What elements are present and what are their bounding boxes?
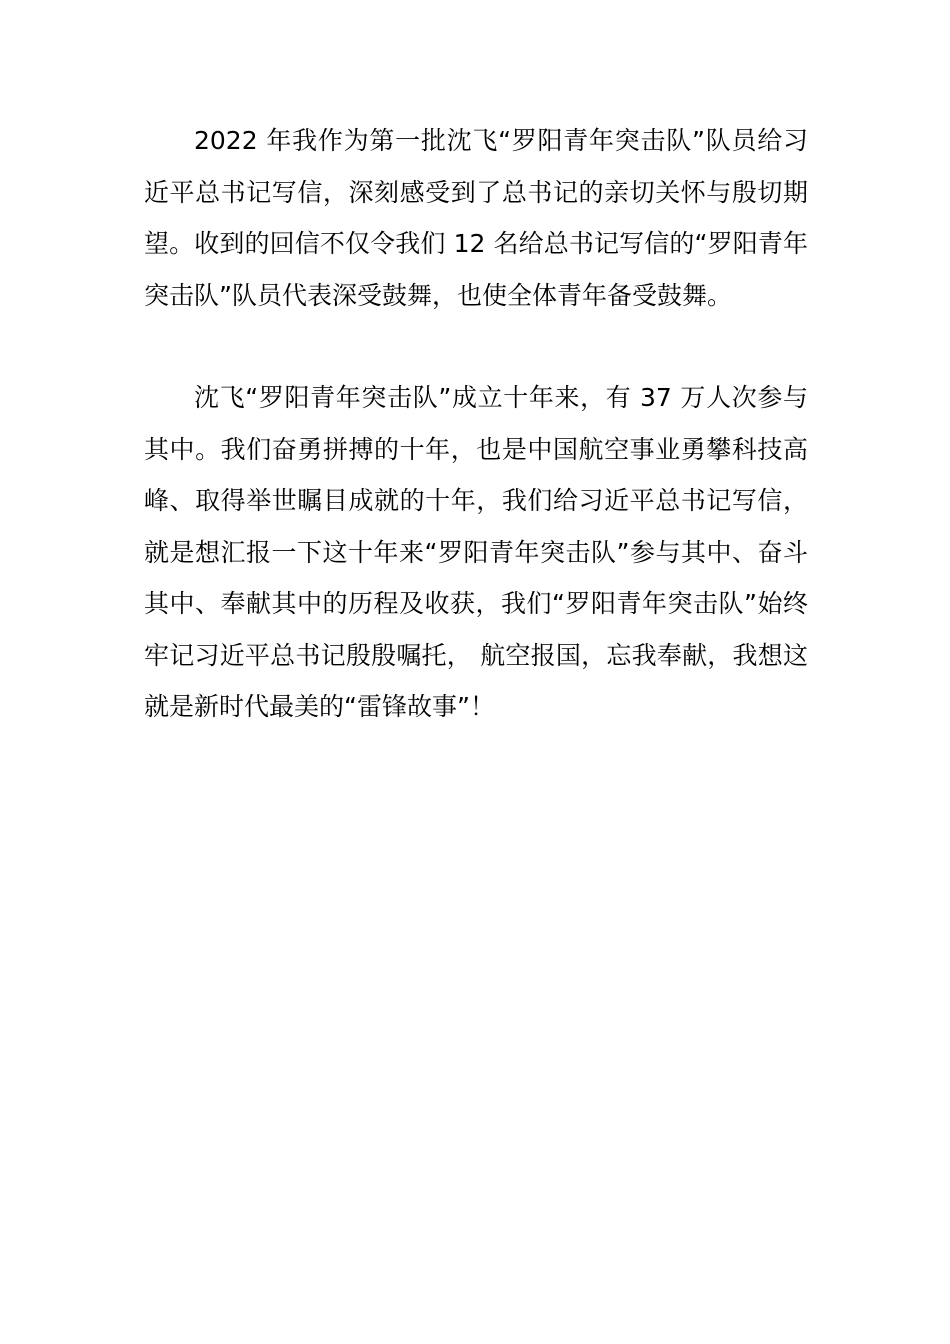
paragraph-2: 沈飞“罗阳青年突击队”成立十年来，有 37 万人次参与其中。我们奋勇拼搏的十年，也是中国航空事业勇攀科技高峰、取得举世瞩目成就的十年，我们给习近平总书记写信，就是想汇报一下这十年来“罗阳青年突击队”参与其中、奋斗其中、奉献其中的历程及收获，我们“罗阳青年突击队”始终牢记习近平总书记殷殷嘱托， 航空报国，忘我奉献，我想这就是新时代最美的“雷锋故事”！ <box>144 383 808 721</box>
document-body <box>144 115 808 733</box>
paragraph-1: 2022 年我作为第一批沈飞“罗阳青年突击队”队员给习近平总书记写信，深刻感受到了总书记的亲切关怀与殷切期望。收到的回信不仅令我们 12 名给总书记写信的“罗阳青年突击队”队员代表深受鼓舞，也使全体青年备受鼓舞。 <box>144 126 808 310</box>
